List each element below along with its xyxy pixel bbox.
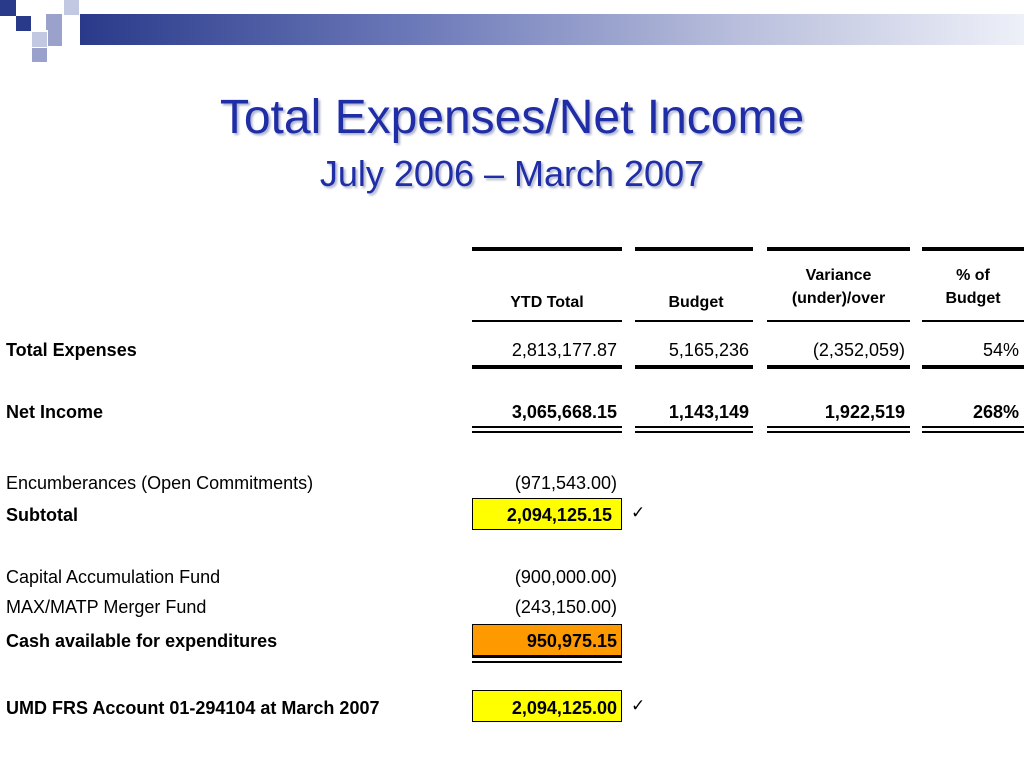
header-gradient-bar [80, 14, 1024, 45]
header-bottom-rule [922, 320, 1024, 322]
total-expenses-pct: 54% [982, 340, 1019, 360]
header-rule [922, 247, 1024, 251]
col-header-variance-line1: Variance [805, 267, 872, 284]
row-label-total-expenses: Total Expenses [6, 340, 137, 360]
row-rule [767, 365, 910, 369]
total-expenses-variance: (2,352,059) [812, 340, 905, 360]
header-bottom-rule [767, 320, 910, 322]
header-bottom-rule [472, 320, 622, 322]
col-header-variance-line2: (under)/over [791, 290, 886, 307]
net-income-variance: 1,922,519 [824, 402, 905, 422]
decor-square [16, 16, 31, 31]
header-rule [635, 247, 753, 251]
row-label-frs-account: UMD FRS Account 01-294104 at March 2007 [6, 698, 380, 718]
col-header-budget: Budget [668, 294, 724, 311]
row-label-net-income: Net Income [6, 402, 104, 422]
row-rule [472, 365, 622, 369]
capital-fund-value: (900,000.00) [514, 567, 617, 587]
decor-square [32, 32, 47, 47]
total-expenses-ytd-total: 2,813,177.87 [511, 340, 617, 360]
row-rule [922, 365, 1024, 369]
double-rule-bottom [922, 431, 1024, 433]
double-rule-top [472, 426, 622, 428]
double-rule-bottom [635, 431, 753, 433]
double-rule-top [635, 426, 753, 428]
header-rule [472, 247, 622, 251]
col-header-ytd-total: YTD Total [510, 294, 584, 311]
decor-square [32, 48, 47, 62]
net-income-ytd-total: 3,065,668.15 [511, 402, 617, 422]
slide-title: Total Expenses/Net Income [219, 91, 805, 144]
decor-square [48, 30, 62, 46]
net-income-budget: 1,143,149 [668, 402, 749, 422]
row-label-encumberances: Encumberances (Open Commitments) [6, 473, 314, 493]
frs-account-value: 2,094,125.00 [511, 698, 617, 718]
net-income-pct: 268% [972, 402, 1019, 422]
merger-fund-value: (243,150.00) [514, 597, 617, 617]
header-bottom-rule [635, 320, 753, 322]
row-label-cash-available: Cash available for expenditures [6, 631, 278, 651]
col-header-pct-line2: Budget [945, 290, 1001, 307]
double-rule-top [472, 656, 622, 658]
double-rule-top [922, 426, 1024, 428]
slide-subtitle: July 2006 – March 2007 [319, 153, 705, 194]
col-header-pct-line1: % of [956, 267, 990, 284]
double-rule-bottom [472, 431, 622, 433]
header-rule [767, 247, 910, 251]
row-label-subtotal: Subtotal [6, 505, 78, 525]
subtotal-check-icon: ✓ [631, 503, 646, 523]
row-label-merger-fund: MAX/MATP Merger Fund [6, 597, 207, 617]
encumberances-value: (971,543.00) [514, 473, 617, 493]
decor-square [46, 14, 62, 30]
double-rule-bottom [767, 431, 910, 433]
double-rule-bottom [472, 661, 622, 663]
decor-square [0, 0, 16, 16]
row-rule [635, 365, 753, 369]
double-rule-top [767, 426, 910, 428]
cash-available-value: 950,975.15 [526, 631, 617, 651]
row-label-capital-fund: Capital Accumulation Fund [6, 567, 221, 587]
subtotal-value: 2,094,125.15 [506, 505, 612, 525]
total-expenses-budget: 5,165,236 [668, 340, 749, 360]
frs-account-check-icon: ✓ [631, 696, 646, 716]
decor-square [64, 0, 79, 15]
